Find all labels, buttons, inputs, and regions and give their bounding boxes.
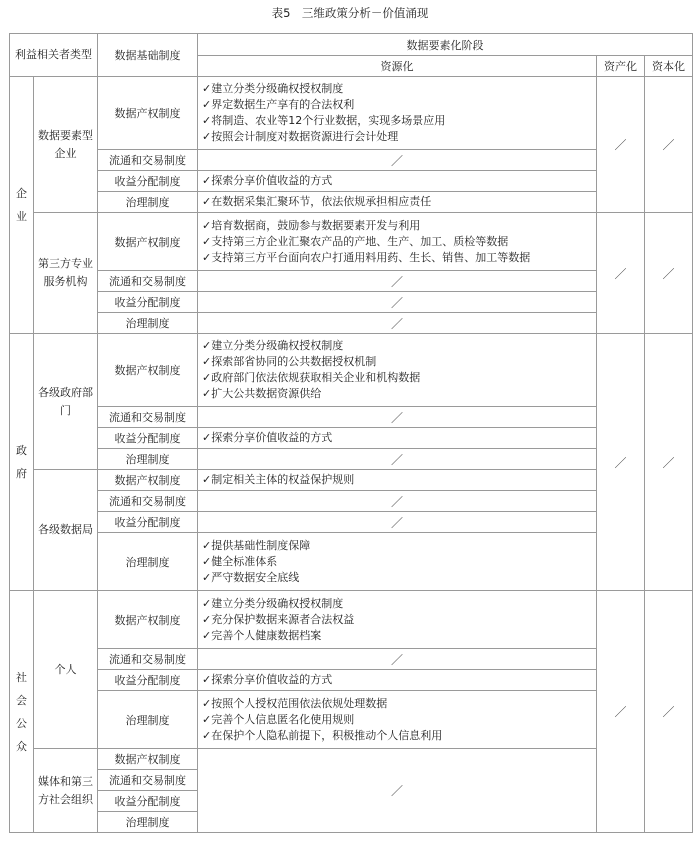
- group-public: [10, 591, 34, 833]
- policy-item: ✓按照会计制度对数据资源进行会计处理: [202, 130, 399, 143]
- system-governance: 治理制度: [98, 313, 198, 334]
- empty-slash: ／: [198, 407, 597, 428]
- empty-slash: ／: [198, 449, 597, 470]
- system-governance: 治理制度: [98, 192, 198, 213]
- policy-item: ✓建立分类分级确权授权制度: [202, 596, 344, 610]
- policy-cell: [198, 670, 597, 691]
- policy-item: ✓按照个人授权范围依法依规处理数据: [202, 696, 388, 710]
- policy-item: ✓探索分享价值收益的方式: [202, 174, 333, 187]
- group-char: 社: [16, 670, 27, 684]
- system-circulation: 流通和交易制度: [98, 491, 198, 512]
- empty-slash: ／: [198, 150, 597, 171]
- policy-item: ✓政府部门依法依规获取相关企业和机构数据: [202, 371, 421, 384]
- system-property: 数据产权制度: [98, 470, 198, 491]
- policy-item: ✓探索分享价值收益的方式: [202, 431, 333, 444]
- asset-slash: ／: [597, 77, 645, 213]
- policy-item: ✓健全标准体系: [202, 554, 278, 568]
- policy-cell: [198, 591, 597, 649]
- policy-cell: [198, 171, 597, 192]
- system-property: 数据产权制度: [98, 334, 198, 407]
- policy-cell: [198, 470, 597, 491]
- subgroup-government-departments: 各级政府部门: [34, 334, 98, 470]
- policy-cell: [198, 213, 597, 271]
- policy-item: ✓建立分类分级确权授权制度: [202, 339, 344, 352]
- subgroup-third-party-service: 第三方专业服务机构: [34, 213, 98, 334]
- table-caption: 表5 三维政策分析－价值涌现: [271, 6, 429, 20]
- subgroup-data-bureaus: 各级数据局: [34, 470, 98, 591]
- header-resource: 资源化: [198, 56, 597, 77]
- policy-table: [9, 33, 693, 833]
- policy-item: ✓在数据采集汇聚环节，依法依规承担相应责任: [202, 195, 432, 208]
- system-governance: 治理制度: [98, 691, 198, 749]
- policy-item: ✓充分保护数据来源者合法权益: [202, 612, 355, 626]
- policy-item: ✓在保护个人隐私前提下，积极推动个人信息利用: [202, 728, 443, 742]
- group-government: [10, 334, 34, 591]
- system-property: 数据产权制度: [98, 77, 198, 150]
- system-distribution: 收益分配制度: [98, 292, 198, 313]
- system-circulation: 流通和交易制度: [98, 150, 198, 171]
- capital-slash: ／: [645, 77, 693, 213]
- policy-cell: [198, 77, 597, 150]
- group-enterprise: [10, 77, 34, 334]
- subgroup-data-element-enterprise: 数据要素型企业: [34, 77, 98, 213]
- empty-slash: ／: [198, 649, 597, 670]
- group-char: 企: [16, 187, 27, 200]
- system-governance: 治理制度: [98, 449, 198, 470]
- empty-slash: ／: [198, 491, 597, 512]
- group-char: 众: [16, 739, 27, 753]
- subgroup-media-third-party: 媒体和第三方社会组织: [34, 749, 98, 833]
- system-distribution: 收益分配制度: [98, 670, 198, 691]
- system-circulation: 流通和交易制度: [98, 770, 198, 791]
- header-capital: 资本化: [645, 56, 693, 77]
- header-basic-system: 数据基础制度: [98, 34, 198, 77]
- empty-slash: ／: [198, 749, 597, 833]
- empty-slash: ／: [198, 271, 597, 292]
- policy-item: ✓制定相关主体的权益保护规则: [202, 473, 355, 486]
- header-asset: 资产化: [597, 56, 645, 77]
- policy-item: ✓培育数据商，鼓励参与数据要素开发与利用: [202, 218, 421, 232]
- policy-item: ✓提供基础性制度保障: [202, 538, 311, 552]
- subgroup-individuals: 个人: [34, 591, 98, 749]
- empty-slash: ／: [198, 512, 597, 533]
- capital-slash: ／: [645, 591, 693, 833]
- system-property: 数据产权制度: [98, 591, 198, 649]
- empty-slash: ／: [198, 313, 597, 334]
- group-char: 业: [16, 210, 27, 223]
- policy-item: ✓完善个人信息匿名化使用规则: [202, 712, 355, 726]
- policy-item: ✓建立分类分级确权授权制度: [202, 82, 344, 95]
- capital-slash: ／: [645, 213, 693, 334]
- policy-item: ✓严守数据安全底线: [202, 570, 300, 584]
- header-stakeholder-type: 利益相关者类型: [10, 34, 98, 77]
- asset-slash: ／: [597, 591, 645, 833]
- policy-item: ✓界定数据生产享有的合法权利: [202, 98, 355, 111]
- system-property: 数据产权制度: [98, 749, 198, 770]
- policy-item: ✓探索分享价值收益的方式: [202, 673, 333, 686]
- policy-cell: [198, 533, 597, 591]
- group-char: 会: [16, 693, 27, 707]
- policy-item: ✓将制造、农业等12个行业数据，实现多场景应用: [202, 114, 446, 127]
- policy-item: ✓探索部省协同的公共数据授权机制: [202, 355, 377, 368]
- policy-cell: [198, 428, 597, 449]
- header-stage: 数据要素化阶段: [198, 34, 693, 56]
- asset-slash: ／: [597, 334, 645, 591]
- empty-slash: ／: [198, 292, 597, 313]
- policy-item: ✓完善个人健康数据档案: [202, 628, 322, 642]
- system-distribution: 收益分配制度: [98, 428, 198, 449]
- policy-item: ✓支持第三方平台面向农户打通用料用药、生长、销售、加工等数据: [202, 250, 531, 264]
- group-char: 政: [16, 444, 27, 457]
- asset-slash: ／: [597, 213, 645, 334]
- group-char: 府: [16, 467, 27, 480]
- policy-item: ✓扩大公共数据资源供给: [202, 387, 322, 400]
- group-char: 公: [16, 716, 27, 730]
- policy-cell: [198, 691, 597, 749]
- system-distribution: 收益分配制度: [98, 512, 198, 533]
- system-distribution: 收益分配制度: [98, 171, 198, 192]
- system-property: 数据产权制度: [98, 213, 198, 271]
- capital-slash: ／: [645, 334, 693, 591]
- policy-item: ✓支持第三方企业汇聚农产品的产地、生产、加工、质检等数据: [202, 234, 509, 248]
- system-circulation: 流通和交易制度: [98, 649, 198, 670]
- policy-cell: [198, 334, 597, 407]
- system-governance: 治理制度: [98, 533, 198, 591]
- system-circulation: 流通和交易制度: [98, 407, 198, 428]
- policy-cell: [198, 192, 597, 213]
- system-governance: 治理制度: [98, 812, 198, 833]
- system-distribution: 收益分配制度: [98, 791, 198, 812]
- system-circulation: 流通和交易制度: [98, 271, 198, 292]
